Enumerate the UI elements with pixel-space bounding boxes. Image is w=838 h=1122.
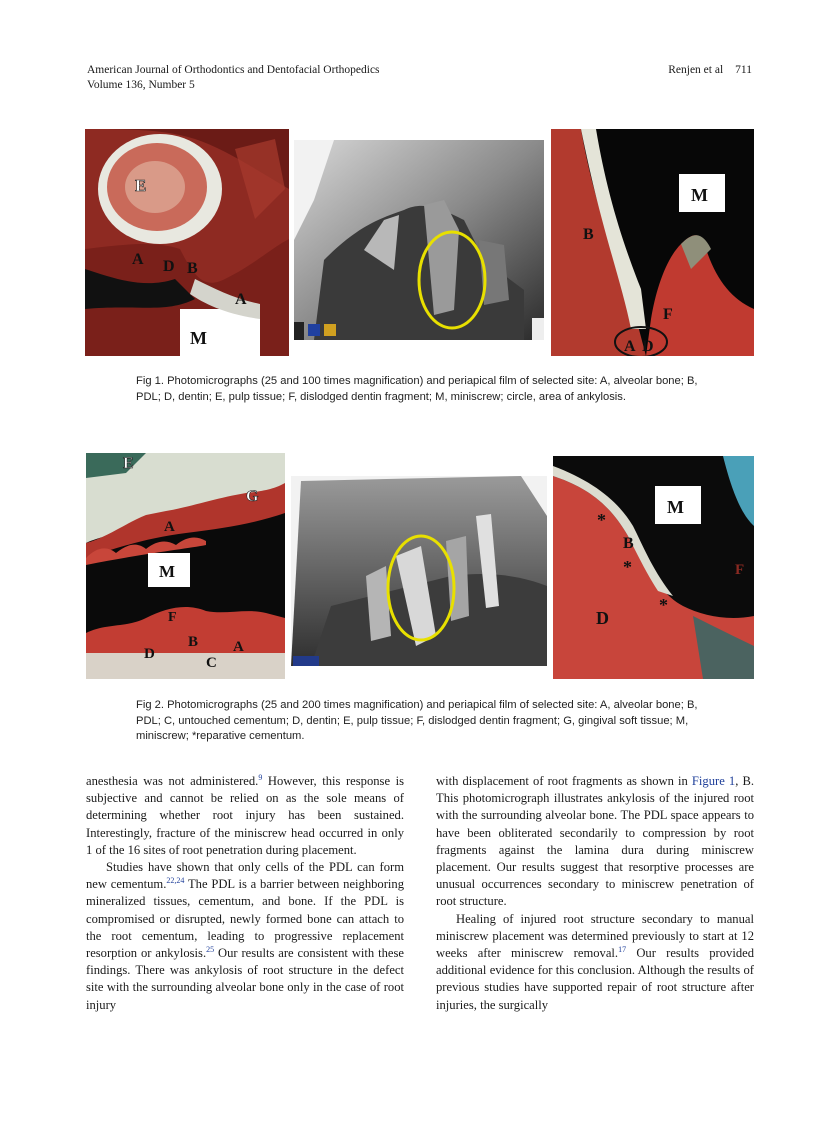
reference-citation[interactable]: 25 bbox=[206, 944, 215, 954]
running-author: Renjen et al bbox=[668, 64, 724, 76]
fig2-panel-c-photomicrograph bbox=[553, 456, 754, 679]
fig1c-label-d: D bbox=[642, 338, 654, 355]
reference-citation[interactable]: 9 bbox=[258, 772, 263, 782]
fig1a-label-e: E bbox=[135, 176, 147, 195]
journal-name: American Journal of Orthodontics and Dentofacial Orthopedics bbox=[87, 64, 380, 76]
paragraph bbox=[436, 773, 754, 911]
fig2a-label-f: F bbox=[168, 610, 177, 625]
fig2a-label-e: E bbox=[123, 455, 134, 472]
body-column-right bbox=[436, 773, 754, 1014]
fig1a-label-a2: A bbox=[235, 291, 247, 308]
fig2a-label-d: D bbox=[144, 646, 155, 662]
fig1-caption: Fig 1. Photomicrographs (25 and 100 times magnification) and periapical film of selected site: A, alveolar bone; B, PDL; D, dentin; E, pulp tissue; F, dislodged dentin fragment; M, miniscrew; circle, area of ankylosis. bbox=[136, 375, 698, 403]
fig2-panel-a-photomicrograph bbox=[86, 453, 285, 679]
reference-citation[interactable]: 22,24 bbox=[166, 876, 185, 886]
fig1-panel-c-photomicrograph bbox=[551, 129, 754, 356]
paragraph bbox=[86, 859, 404, 1014]
fig2a-label-a2: A bbox=[233, 639, 244, 655]
fig2-panel-b-periapical-film bbox=[291, 476, 547, 666]
page-number: 711 bbox=[735, 64, 752, 76]
fig1a-label-d: D bbox=[163, 258, 175, 275]
figure-link[interactable]: Figure 1 bbox=[691, 774, 736, 788]
text-run: anesthesia was not administered. bbox=[86, 774, 259, 788]
fig1-panel-b-periapical-film bbox=[294, 140, 544, 340]
running-header-right bbox=[668, 63, 752, 78]
fig1c-label-b: B bbox=[583, 226, 594, 243]
fig2a-label-a: A bbox=[164, 519, 175, 535]
fig2c-asterisk-2: * bbox=[623, 557, 632, 577]
running-header-left bbox=[87, 63, 380, 93]
paragraph bbox=[86, 773, 404, 859]
fig2c-label-b: B bbox=[623, 535, 634, 552]
text-run: Our results provided additional evidence for this conclusion. Although the results of previous studies have supported repair of root structure after injuries, the surgically bbox=[436, 946, 754, 1012]
fig2c-label-f: F bbox=[735, 562, 745, 578]
paragraph bbox=[436, 911, 754, 1014]
fig2a-label-c: C bbox=[206, 655, 217, 671]
text-run: with displacement of root fragments as shown in bbox=[436, 774, 692, 788]
text-run: The PDL is a barrier between neighboring mineralized tissues, cementum, and bone. If the PDL is compromised or disrupted, newly formed bone can attach to the root cementum, leading to progressive replacement resorption or ankylosis. bbox=[86, 877, 405, 961]
text-run: Healing of injured root structure secondary to manual miniscrew placement was determined previously to start at 12 weeks after miniscrew removal. bbox=[436, 911, 754, 961]
fig2c-label-m: M bbox=[667, 497, 684, 517]
text-run: Our results are consistent with these findings. There was ankylosis of root structure in the defect site with the surrounding alveolar bone only in the case of root injury bbox=[86, 946, 404, 1012]
fig2c-asterisk-1: * bbox=[597, 510, 606, 530]
body-column-left bbox=[86, 773, 404, 1014]
fig2a-label-g: G bbox=[246, 488, 259, 505]
journal-volume: Volume 136, Number 5 bbox=[87, 79, 195, 91]
fig2a-label-b: B bbox=[188, 634, 199, 650]
reference-citation[interactable]: 17 bbox=[618, 944, 627, 954]
fig1-panel-a-photomicrograph bbox=[85, 129, 289, 356]
fig2c-label-d: D bbox=[596, 608, 609, 628]
fig2a-label-m: M bbox=[159, 562, 176, 581]
text-run: Studies have shown that only cells of the PDL can form new cementum. bbox=[86, 860, 404, 892]
text-run: However, this response is subjective and cannot be relied on as the sole means of determining whether root injury has been sustained. Interestingly, fracture of the miniscrew head occurred in only 1 of the 16 sites of root penetration during placement. bbox=[86, 774, 405, 857]
text-run: , B. This photomicrograph illustrates ankylosis of the injured root with the surrounding alveolar bone. The PDL space appears to have been obliterated secondarily to compression by root fragments against the lamina dura during miniscrew placement. Our results suggest that resorptive processes are unusual occurrences secondary to miniscrew penetration of root structure. bbox=[436, 774, 754, 909]
fig1c-label-f: F bbox=[663, 306, 673, 323]
fig1a-label-m: M bbox=[190, 328, 207, 348]
fig2-caption: Fig 2. Photomicrographs (25 and 200 times magnification) and periapical film of selected site: A, alveolar bone; B, PDL; C, untouched cementum; D, dentin; E, pulp tissue; F, dislodged dentin fragment; G, gingival soft tissue; M, miniscrew; *reparative cementum. bbox=[136, 699, 698, 742]
fig1a-label-b: B bbox=[187, 260, 198, 277]
fig2c-asterisk-3: * bbox=[659, 595, 668, 615]
fig1c-label-m: M bbox=[691, 185, 708, 205]
fig1a-label-a: A bbox=[132, 251, 144, 268]
fig1c-label-a: A bbox=[624, 338, 636, 355]
